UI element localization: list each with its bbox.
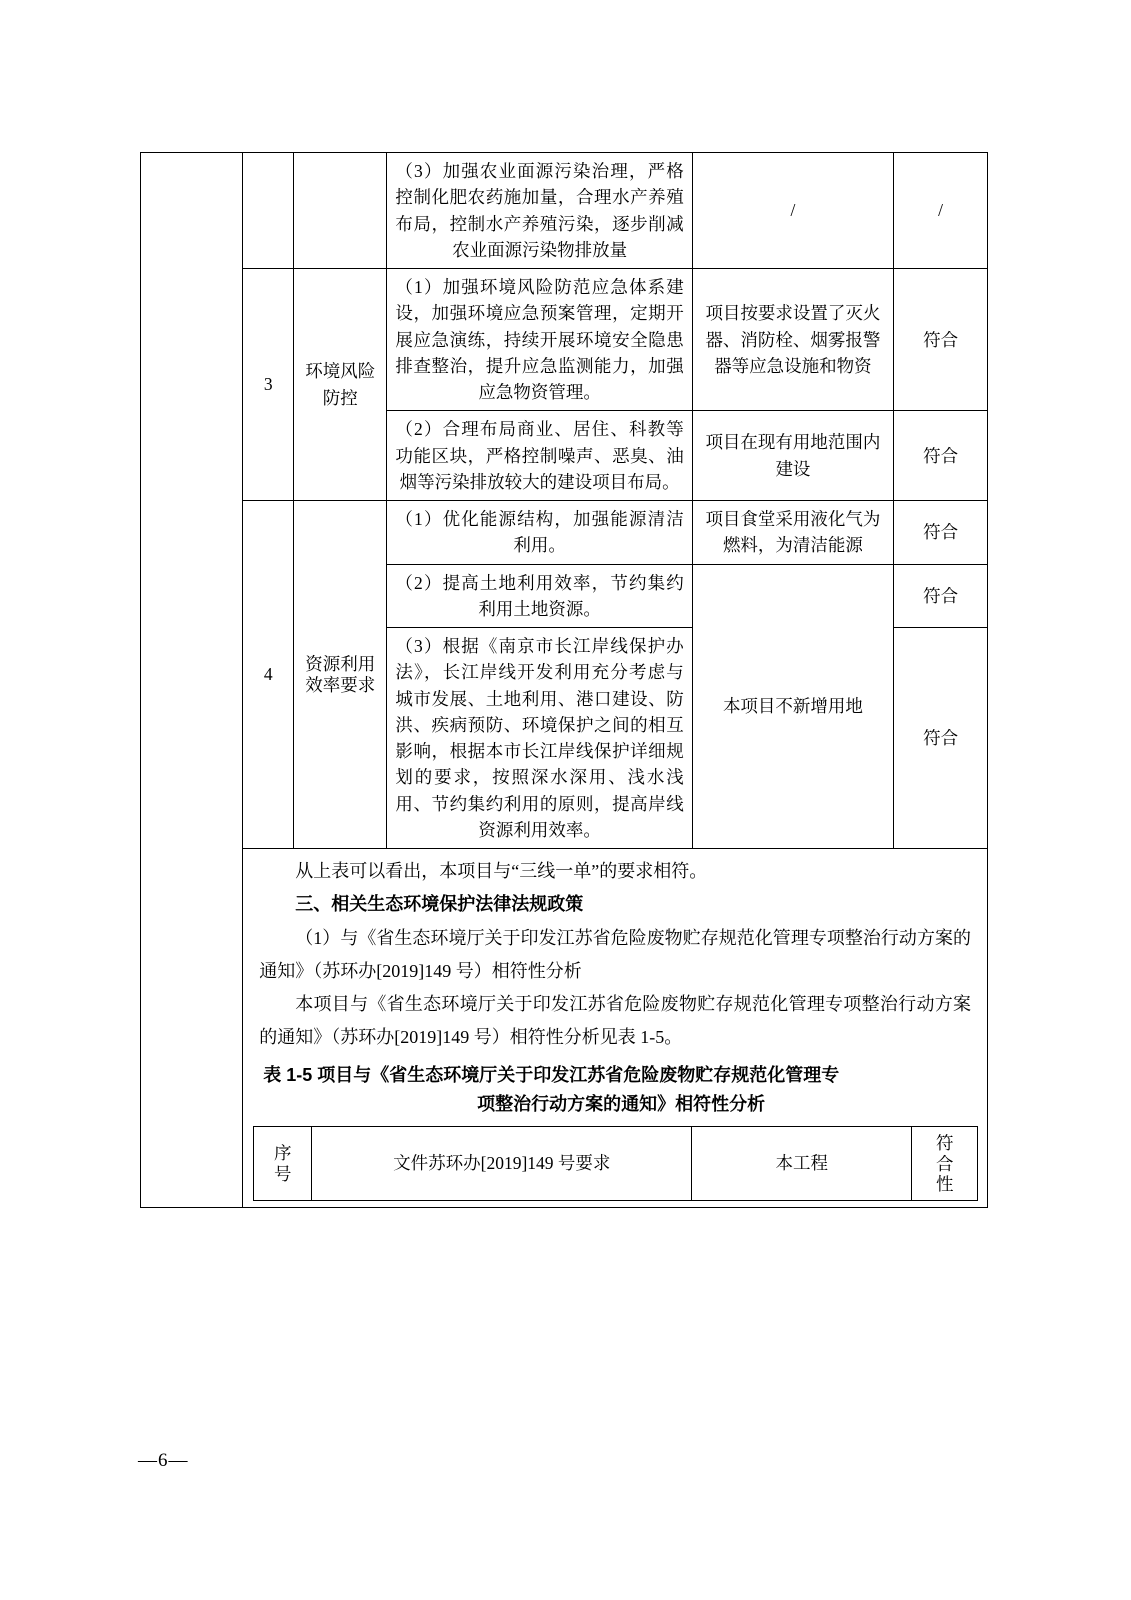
row-project: 本项目不新增用地	[692, 564, 893, 849]
row-category: 资源利用效率要求	[294, 501, 387, 849]
row-requirement: （1）加强环境风险防范应急体系建设，加强环境应急预案管理，定期开展应急演练，持续开展环境安全隐患排查整治，提升应急监测能力，加强应急物资管理。	[387, 269, 692, 411]
row-requirement: （2）合理布局商业、居住、科教等功能区块，严格控制噪声、恶臭、油烟等污染排放较大的建设项目布局。	[387, 411, 692, 501]
table-row	[141, 501, 987, 565]
table-row	[141, 269, 987, 411]
section-heading: 三、相关生态环境保护法律法规政策	[295, 894, 584, 915]
inner-table-header-row	[254, 1127, 978, 1200]
page-number: —6—	[138, 1450, 189, 1471]
inner-header-comp-char2: 合	[936, 1153, 954, 1174]
row-compliance: /	[894, 153, 987, 269]
row-compliance: 符合	[894, 411, 987, 501]
inner-table-wrap	[253, 1118, 977, 1200]
inner-header-comp-char1: 符	[936, 1133, 954, 1154]
row-requirement: （3）加强农业面源污染治理，严格控制化肥农药施加量，合理水产养殖布局，控制水产养殖污染，逐步削减农业面源污染物排放量	[387, 153, 692, 269]
table-1-5	[253, 1126, 978, 1200]
row-compliance: 符合	[894, 564, 987, 628]
row-category: 环境风险防控	[294, 269, 387, 501]
row-compliance: 符合	[894, 628, 987, 849]
table-row-body	[141, 849, 987, 1208]
row-number: 3	[243, 269, 294, 501]
row-requirement: （1）优化能源结构，加强能源清洁利用。	[387, 501, 692, 565]
row-number	[243, 153, 294, 269]
left-margin-cell	[141, 153, 243, 1208]
three-lines-one-list-table	[141, 152, 987, 1208]
row-project: 项目在现有用地范围内建设	[692, 411, 893, 501]
row-compliance: 符合	[894, 269, 987, 411]
table-caption-line2: 项整治行动方案的通知》相符性分析	[477, 1093, 766, 1114]
body-text-block	[243, 849, 987, 1207]
table-caption-line1: 表 1-5 项目与《省生态环境厅关于印发江苏省危险废物贮存规范化管理专	[263, 1064, 840, 1085]
table-row	[141, 153, 987, 269]
item1-paragraph: （1）与《省生态环境厅关于印发江苏省危险废物贮存规范化管理专项整治行动方案的通知》（苏环办[2019]149 号）相符性分析	[259, 927, 971, 981]
inner-header-no	[254, 1127, 312, 1200]
inner-header-project: 本工程	[692, 1127, 912, 1200]
row-project: 项目按要求设置了灭火器、消防栓、烟雾报警器等应急设施和物资	[692, 269, 893, 411]
table-caption	[253, 1055, 977, 1119]
row-requirement: （3）根据《南京市长江岸线保护办法》，长江岸线开发利用充分考虑与城市发展、土地利用、港口建设、防洪、疾病预防、环境保护之间的相互影响，根据本市长江岸线保护详细规划的要求，按照深水深用、浅水浅用、节约集约利用的原则，提高岸线资源利用效率。	[387, 628, 692, 849]
content-frame	[140, 152, 988, 1208]
conclusion-paragraph: 从上表可以看出，本项目与“三线一单”的要求相符。	[295, 861, 708, 881]
inner-header-no-char2: 号	[274, 1163, 292, 1184]
row-requirement: （2）提高土地利用效率，节约集约利用土地资源。	[387, 564, 692, 628]
row-category	[294, 153, 387, 269]
inner-header-requirement: 文件苏环办[2019]149 号要求	[312, 1127, 692, 1200]
item1-body-paragraph: 本项目与《省生态环境厅关于印发江苏省危险废物贮存规范化管理专项整治行动方案的通知》（苏环办[2019]149 号）相符性分析见表 1-5。	[259, 994, 971, 1048]
inner-header-comp-char3: 性	[936, 1173, 954, 1194]
body-text-cell	[243, 849, 987, 1208]
row-project: /	[692, 153, 893, 269]
row-compliance: 符合	[894, 501, 987, 565]
inner-header-no-char1: 序	[274, 1143, 292, 1164]
row-number: 4	[243, 501, 294, 849]
inner-header-compliance	[912, 1127, 978, 1200]
row-project: 项目食堂采用液化气为燃料，为清洁能源	[692, 501, 893, 565]
